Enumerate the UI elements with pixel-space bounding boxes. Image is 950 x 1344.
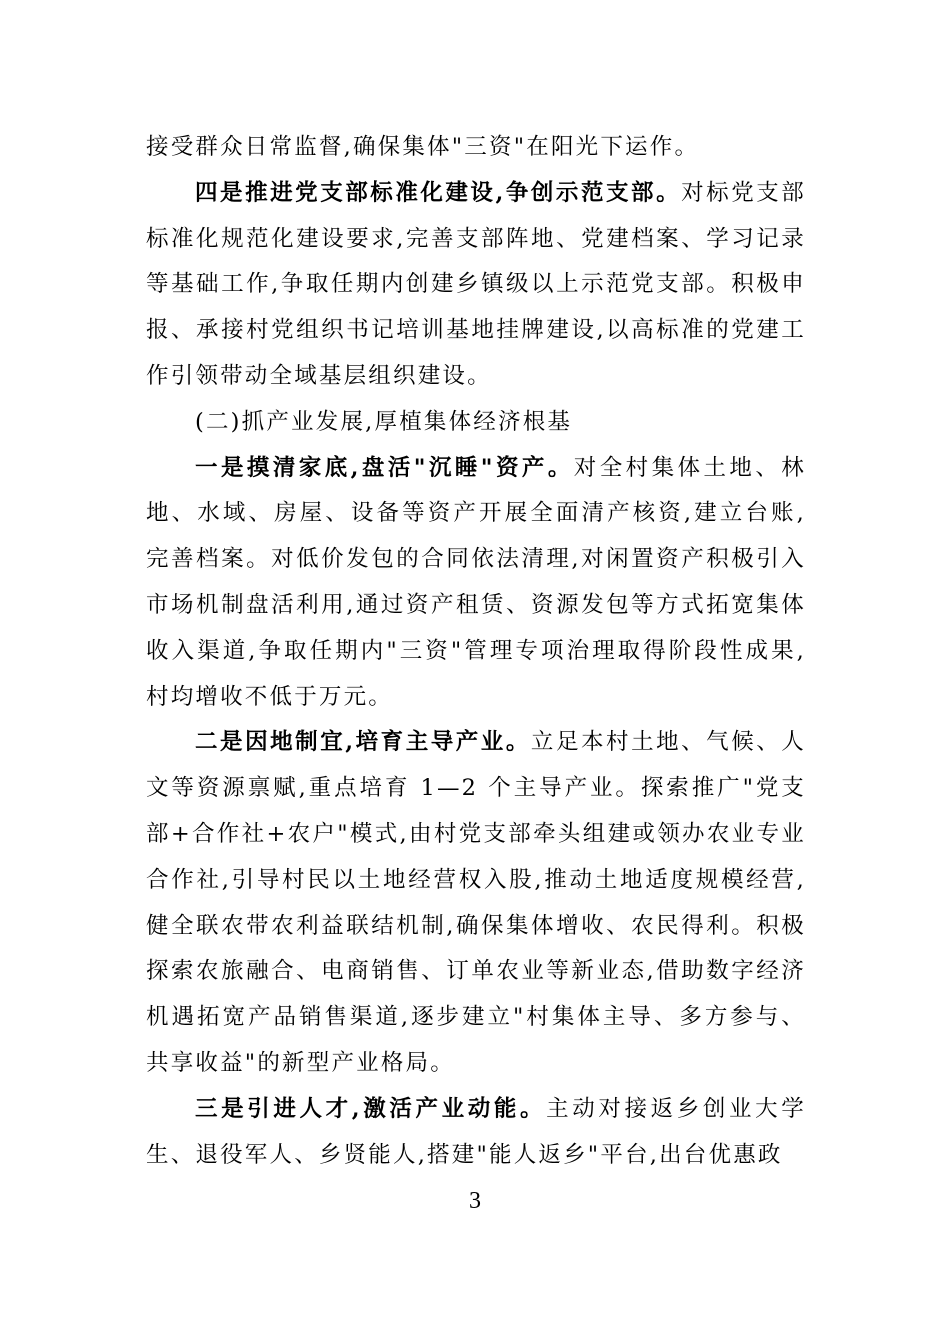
document-body [146,125,806,1178]
page-number: 3 [469,1188,481,1214]
paragraph-lead: 一是摸清家底,盘活"沉睡"资产。 [195,454,574,481]
paragraph-party-branch-standardization [146,171,806,400]
paragraph-body: 接受群众日常监督,确保集体"三资"在阳光下运作。 [146,134,700,160]
paragraph-attract-talent [146,1087,806,1179]
paragraph-continuation [146,125,806,171]
paragraph-body: 对标党支部标准化规范化建设要求,完善支部阵地、党建档案、学习记录等基础工作,争取任期内创建乡镇级以上示范党支部。积极申报、承接村党组织书记培训基地挂牌建设,以高标准的党建工作引领带动全域基层组织建设。 [146,179,806,389]
section-heading-text: (二)抓产业发展,厚植集体经济根基 [195,408,573,435]
section-heading [146,400,806,446]
paragraph-lead: 二是因地制宜,培育主导产业。 [195,729,531,756]
paragraph-activate-assets [146,446,806,721]
paragraph-body: 对全村集体土地、林地、水域、房屋、设备等资产开展全面清产核资,建立台账,完善档案。对低价发包的合同依法清理,对闲置资产积极引入市场机制盘活利用,通过资产租赁、资源发包等方式拓宽集体收入渠道,争取任期内"三资"管理专项治理取得阶段性成果,村均增收不低于万元。 [146,454,806,710]
paragraph-leading-industry [146,720,806,1086]
paragraph-body: 主动对接返乡创业大学生、退役军人、乡贤能人,搭建"能人返乡"平台,出台优惠政 [146,1095,806,1168]
paragraph-lead: 四是推进党支部标准化建设,争创示范支部。 [195,179,682,206]
paragraph-body: 立足本村土地、气候、人文等资源禀赋,重点培育 1—2 个主导产业。探索推广"党支部+合作社+农户"模式,由村党支部牵头组建或领办农业专业合作社,引导村民以土地经营权入股,推动土地适度规模经营,健全联农带农利益联结机制,确保集体增收、农民得利。积极探索农旅融合、电商销售、订单农业等新业态,借助数字经济机遇拓宽产品销售渠道,逐步建立"村集体主导、多方参与、共享收益"的新型产业格局。 [146,729,807,1076]
paragraph-lead: 三是引进人才,激活产业动能。 [195,1095,547,1122]
